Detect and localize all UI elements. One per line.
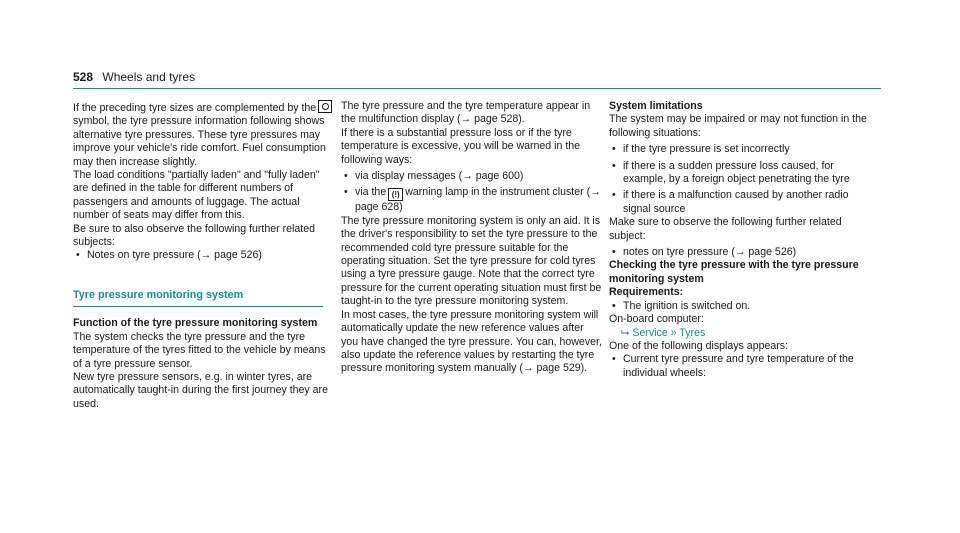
subheading: Function of the tyre pressure monitoring system <box>73 317 318 330</box>
subheading: System limitations <box>609 100 703 112</box>
header-rule <box>73 88 881 89</box>
page-number: 528 <box>73 70 94 84</box>
list-item <box>341 186 603 214</box>
paragraph: New tyre pressure sensors, e.g. in winter tyres, are automatically taught-in during the first journey they are used. <box>73 370 328 410</box>
paragraph: On-board computer: <box>609 313 704 326</box>
paragraph: The system checks the tyre pressure and the tyre temperature of the tyres fitted to the vehicle by means of a tyre pressure sensor. <box>73 330 326 370</box>
column-1 <box>73 100 335 411</box>
paragraph: The tyre pressure monitoring system is only an aid. It is the driver's responsibility to set the tyre pressure to the recommended cold tyre pressure suitable for the operating situation. Set the tyre pressure for cold tyres using a tyre pressure gauge. Note that the correct tyre pressure for the current operating situation must first be taught-in to the tyre pressure monitoring system. <box>341 214 602 308</box>
paragraph: The load conditions "partially laden" and "fully laden" are defined in the table for different numbers of passengers and amounts of luggage. The actual number of seats may differ from this. <box>73 169 320 222</box>
paragraph: In most cases, the tyre pressure monitoring system will automatically update the new reference values after you have changed the tyre pressure. You can, however, also update the reference values by restarting the tyre pressure monitoring system manually (→ page 529). <box>341 308 602 375</box>
paragraph: One of the following displays appears: <box>609 339 789 352</box>
paragraph: The system may be impaired or may not function in the following situations: <box>609 113 867 139</box>
paragraph <box>73 100 335 169</box>
paragraph: The tyre pressure and the tyre temperature appear in the multifunction display (→ page 528). <box>341 100 591 126</box>
section-rule <box>73 306 323 307</box>
chapter-title: Wheels and tyres <box>102 70 196 84</box>
text: via the <box>355 186 387 199</box>
list-item: • Current tyre pressure and tyre temperature of the individual wheels: <box>609 353 871 380</box>
related-list <box>609 246 871 259</box>
paragraph: Be sure to also observe the following further related subjects: <box>73 222 316 249</box>
list-item: • via display messages (→ page 600) <box>341 170 603 183</box>
related-list <box>73 249 335 262</box>
list-item: • notes on tyre pressure (→ page 526) <box>609 246 871 259</box>
menu-path-service: Service <box>632 326 668 339</box>
displays-list <box>609 353 871 380</box>
list-item: • The ignition is switched on. <box>609 300 871 313</box>
text: symbol, the tyre pressure information following shows alternative tyre pressures. These tyre pressures may improve your vehicle's ride comfort. Fuel consumption may then increase slightly. <box>73 115 326 168</box>
list-item: • if there is a malfunction caused by another radio signal source <box>609 189 871 216</box>
tyre-warning-lamp-icon: (!) <box>388 188 403 201</box>
menu-path <box>609 327 871 340</box>
requirements-list <box>609 300 871 313</box>
warning-list <box>341 170 603 215</box>
paragraph: Make sure to observe the following further related subject: <box>609 216 842 242</box>
paragraph: If there is a substantial pressure loss or if the tyre temperature is excessive, you will be warned in the following ways: <box>341 126 581 166</box>
tyre-info-symbol-icon <box>318 100 332 113</box>
limitations-list <box>609 143 871 216</box>
section-title: Tyre pressure monitoring system <box>73 288 244 301</box>
requirements-label: Requirements: <box>609 286 684 299</box>
column-2 <box>341 100 603 376</box>
text: warning lamp in the instrument cluster (→ page 628) <box>355 186 601 214</box>
list-item: • if the tyre pressure is set incorrectly <box>609 143 871 156</box>
text: If the preceding tyre sizes are complemented by the <box>73 102 317 114</box>
column-3 <box>609 100 871 380</box>
subheading: Checking the tyre pressure with the tyre pressure monitoring system <box>609 259 859 285</box>
menu-path-tyres: Tyres <box>679 326 706 339</box>
page-header <box>73 70 195 85</box>
list-item: • if there is a sudden pressure loss caused, for example, by a foreign object penetrating the tyre <box>609 160 871 187</box>
double-chevron-icon: » <box>670 326 677 339</box>
list-item: • Notes on tyre pressure (→ page 526) <box>73 249 335 262</box>
menu-arrow-icon: ⮡ <box>621 326 633 339</box>
